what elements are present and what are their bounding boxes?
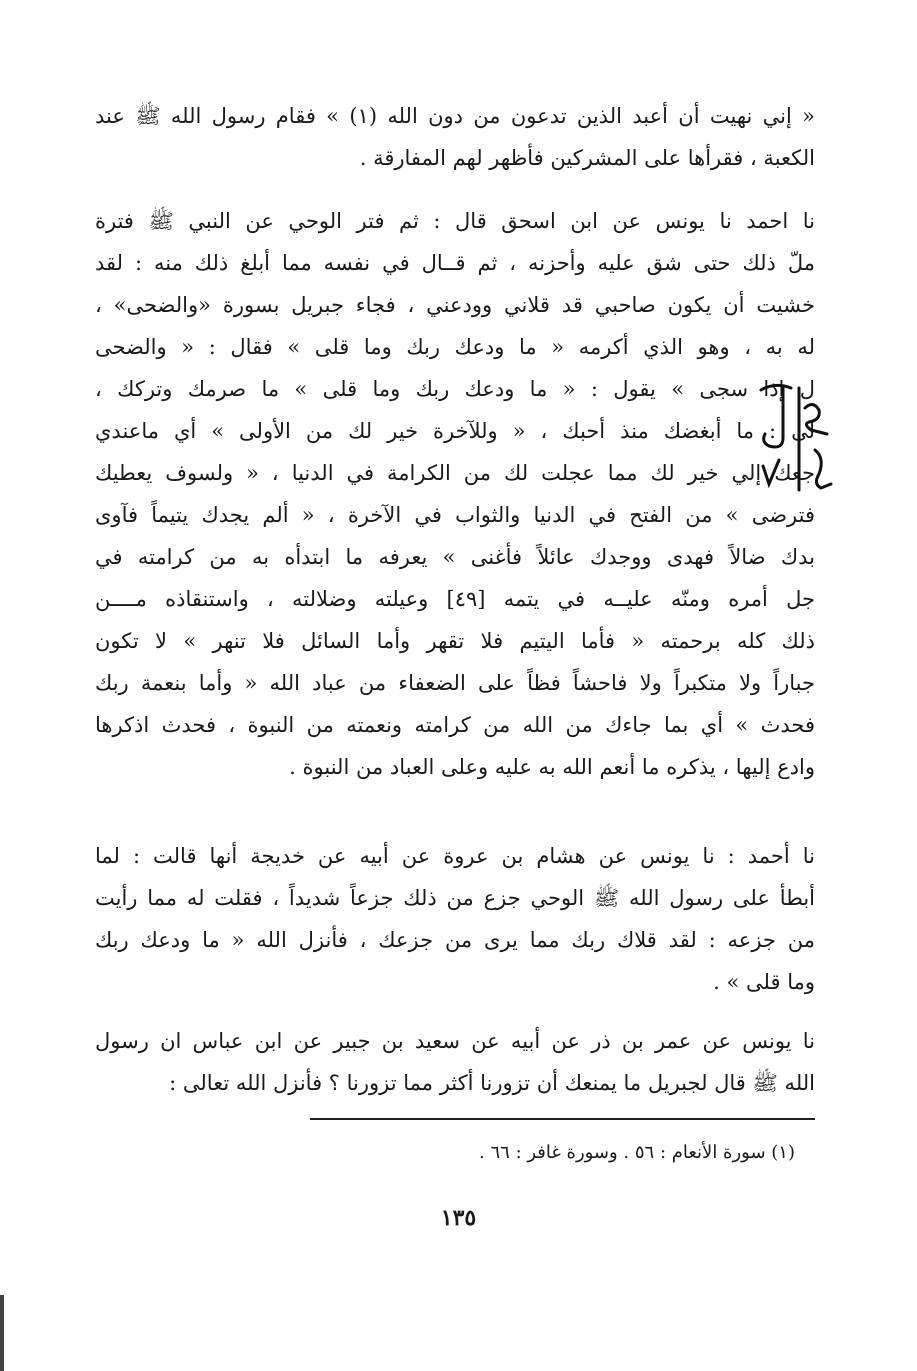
- handwritten-annotation: [755, 380, 835, 500]
- text-line: ذلك كله برحمته « فأما اليتيم فلا تقهر وأما السائل فلا تنهر » لا تكون: [95, 629, 815, 653]
- text-line: وادع إليها ، يذكره ما أنعم الله به عليه وعلى العباد من النبوة .: [289, 755, 815, 779]
- text-line: فترضى » من الفتح في الدنيا والثواب في الآخرة ، « ألم يجدك يتيماً فآوى: [95, 503, 815, 527]
- paragraph-3: [95, 835, 815, 1003]
- text-line: أبطأ على رسول الله ﷺ الوحي جزع من ذلك جزعاً شديداً ، فقلت له مما رأيت: [95, 886, 815, 910]
- text-line: نا احمد نا يونس عن ابن اسحق قال : ثم فتر الوحي عن النبي ﷺ فترة: [95, 209, 815, 233]
- text-line: نا يونس عن عمر بن ذر عن أبيه عن سعيد بن جبير عن ابن عباس ان رسول: [95, 1029, 815, 1053]
- text-line: ل إذا سجى » يقول : « ما ودعك ربك وما قلى » ما صرمك وتركك ،: [95, 377, 815, 401]
- text-line: له به ، وهو الذي أكرمه « ما ودعك ربك وما قلى » فقال : « والضحى: [95, 335, 815, 359]
- text-line: لى : ما أبغضك منذ أحبك ، « وللآخرة خير لك من الأولى » أي ماعندي: [95, 419, 815, 443]
- paragraph-2: [95, 200, 815, 788]
- text-line: الكعبة ، فقرأها على المشركين فأظهر لهم المفارقة .: [359, 146, 815, 170]
- text-line: بدك ضالاً فهدى ووجدك عائلاً فأغنى » يعرفه ما ابتدأه به من كرامته في: [95, 545, 815, 569]
- text-line: الله ﷺ قال لجبريل ما يمنعك أن تزورنا أكثر مما تزورنا ؟ فأنزل الله تعالى :: [169, 1071, 815, 1095]
- text-line: نا أحمد : نا يونس عن هشام بن عروة عن أبيه عن خديجة أنها قالت : لما: [95, 844, 815, 868]
- footnote: (١) سورة الأنعام : ٥٦ . وسورة غافر : ٦٦ .: [479, 1142, 795, 1163]
- text-line: ملّ ذلك حتى شق عليه وأحزنه ، ثم قــال في نفسه مما أبلغ ذلك منه : لقد: [95, 251, 815, 275]
- text-line: جباراً ولا متكبراً ولا فاحشاً فظاً على الضعفاء من عباد الله « وأما بنعمة ربك: [95, 671, 815, 695]
- text-line: وما قلى » .: [713, 970, 815, 994]
- text-line: جعك إلي خير لك مما عجلت لك من الكرامة في الدنيا ، « ولسوف يعطيك: [95, 461, 815, 485]
- text-line: خشيت أن يكون صاحبي قد قلاني وودعني ، فجاء جبريل بسورة «والضحى» ،: [95, 293, 815, 317]
- paragraph-1: [95, 95, 815, 179]
- text-line: « إني نهيت أن أعبد الذين تدعون من دون الله (١) » فقام رسول الله ﷺ عند: [95, 104, 815, 128]
- text-line: جل أمره ومنّه عليــه في يتمه [٤٩] وعيلته وضلالته ، واستنقاذه مــــن: [95, 587, 815, 611]
- text-line: فحدث » أي بما جاءك من الله من كرامته ونعمته من النبوة ، فحدث اذكرها: [95, 713, 815, 737]
- page-number: ١٣٥: [440, 1205, 477, 1231]
- scan-edge-mark: [0, 1295, 4, 1371]
- footnote-divider: [310, 1118, 815, 1120]
- paragraph-4: [95, 1020, 815, 1104]
- text-line: من جزعه : لقد قلاك ربك مما يرى من جزعك ، فأنزل الله « ما ودعك ربك: [95, 928, 815, 952]
